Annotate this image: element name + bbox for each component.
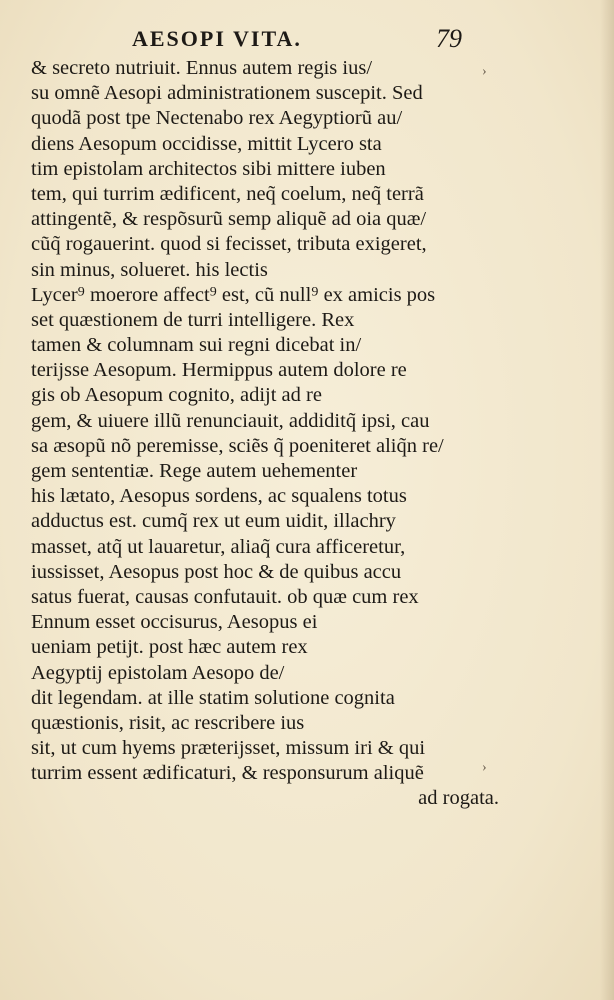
text-line: iussisset, Aesopus post hoc & de quibus accu [31,560,402,583]
running-head: AESOPI VITA. [132,26,302,51]
text-line-last: ad rogata. [418,787,499,810]
page-header [0,26,614,56]
text-line: quodã post tpe Nectenabo rex Aegyptiorũ au/ [31,107,403,130]
text-line: gem sententiæ. Rege autem uehementer [31,460,358,482]
text-line: turrim essent ædificaturi, & responsurum aliquẽ [31,762,424,785]
text-line: Ennum esset occisurus, Aesopus ei [31,611,318,634]
text-line: tamen & columnam sui regni dicebat in/ [31,334,362,357]
text-line: adductus est. cumq̃ rex ut eum uidit, illachry [31,510,396,533]
body-text [31,56,501,812]
margin-mark: › [482,760,487,775]
text-line: sin minus, solueret. his lectis [31,258,268,281]
text-line: satus fuerat, causas confutauit. ob quæ cum rex [31,585,419,608]
text-line: cũq̃ rogauerint. quod si fecisset, tributa exigeret, [31,233,427,256]
text-line: attingentẽ, & respõsurũ semp aliquẽ ad oia quæ/ [31,208,427,231]
text-line: ueniam petijt. post hæc autem rex [31,636,308,659]
text-line: quæstionis, risit, ac rescribere ius [31,711,305,734]
folio-number: 79 [436,24,462,53]
text-line: tim epistolam architectos sibi mittere iuben [31,157,386,180]
text-line: set quæstionem de turri intelligere. Rex [31,308,355,331]
text-line: gis ob Aesopum cognito, adijt ad re [31,384,322,407]
text-line: sit, ut cum hyems præterijsset, missum iri & qui [31,737,426,760]
text-line: terijsse Aesopum. Hermippus autem dolore re [31,359,407,382]
text-line: su omnẽ Aesopi administrationem suscepit. Sed [31,82,423,105]
text-line: Aegyptij epistolam Aesopo de/ [31,661,285,684]
text-line: dit legendam. at ille statim solutione cognita [31,686,395,709]
margin-mark: › [482,64,487,79]
page-edge-shadow [600,0,614,1000]
text-line: his lætato, Aesopus sordens, ac squalens totus [31,485,407,508]
text-line: & secreto nutriuit. Ennus autem regis ius/ [31,57,373,79]
text-line: masset, atq̃ ut lauaretur, aliaq̃ cura afficeretur, [31,535,406,558]
text-line: sa æsopũ nõ peremisse, sciẽs q̃ poeniteret aliq̃n re/ [31,434,444,457]
text-line: diens Aesopum occidisse, mittit Lycero sta [31,132,382,155]
text-line: Lycer⁹ moerore affect⁹ est, cũ null⁹ ex amicis pos [31,283,436,306]
text-line: gem, & uiuere illũ renunciauit, addiditq̃ ipsi, cau [31,409,430,432]
text-line: tem, qui turrim ædificent, neq̃ coelum, neq̃ terrã [31,182,424,205]
